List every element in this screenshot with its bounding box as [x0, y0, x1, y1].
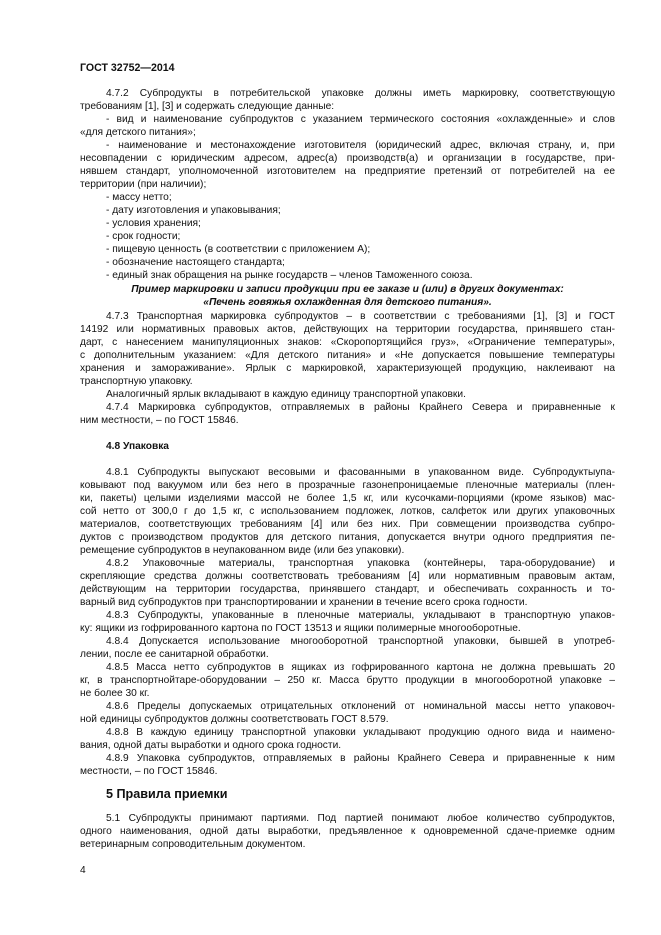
text-line: ковывают под вакуумом или без него в прозрачные газонепроницаемые пленочные материалы (плен-	[80, 480, 615, 491]
text-line: 4.8.8 В каждую единицу транспортной упаковки укладывают продукцию одного вида и наимено-	[106, 727, 615, 738]
text-line: - вид и наименование субпродуктов с указанием термического состояния «охлажденные» и слов	[106, 114, 615, 125]
text-line: 4.8.3 Субпродукты, упакованные в пленочные материалы, укладывают в транспортную упаков-	[106, 610, 615, 621]
text-line: дуктов с производством продуктов для детского питания, допускается внутри одного предприятия пе-	[80, 532, 615, 543]
text-line: 4.8.4 Допускается использование многооборотной транспортной упаковки, бывшей в употреб-	[106, 636, 615, 647]
text-line: варный вид субпродуктов при транспортировании и хранении в течение всего срока годности.	[80, 597, 528, 608]
text-line: - наименование и местонахождение изготовителя (юридический адрес, включая страну, и, при	[106, 140, 615, 151]
text-line: требованиям [1], [3] и содержать следующие данные:	[80, 101, 335, 112]
text-line: 4.8.5 Масса нетто субпродуктов в ящиках из гофрированного картона не должна превышать 20	[106, 662, 615, 673]
text-line: дарт, с нанесением манипуляционных знаков: «Скоропортящийся груз», «Ограничение температуры»,	[80, 337, 615, 348]
text-line: - условия хранения;	[106, 218, 201, 229]
text-line: 4.8.9 Упаковка субпродуктов, отправляемых в районы Крайнего Севера и приравненные к ним	[106, 753, 615, 764]
text-line: скрепляющие средства должны соответствовать требованиям [4] или нормативным правовым актам,	[80, 571, 615, 582]
text-line: лении, после ее санитарной обработки.	[80, 649, 269, 660]
example-line: «Печень говяжья охлажденная для детского питания».	[203, 297, 492, 308]
text-line: 4.7.4 Маркировка субпродуктов, отправляемых в районы Крайнего Севера и приравненные к	[106, 402, 615, 413]
text-line: материалов, соответствующих требованиям [4] или без них. При совмещении производства субпро-	[80, 519, 615, 530]
text-line: 4.7.2 Субпродукты в потребительской упаковке должны иметь маркировку, соответствующую	[106, 88, 615, 99]
text-line: с дополнительным указанием: «Для детского питания» и «Не допускается повышение температуры	[80, 350, 615, 361]
text-line: транспортную упаковку.	[80, 376, 193, 387]
example-line: Пример маркировки и записи продукции при ее заказе и (или) в других документах:	[131, 284, 564, 295]
text-line: 4.8.1 Субпродукты выпускают весовыми и фасованными в упакованном виде. Субпродуктыупа-	[106, 467, 615, 478]
text-line: 4.8.6 Пределы допускаемых отрицательных отклонений от номинальной массы нетто упаковоч-	[106, 701, 615, 712]
text-line: хранения и замораживание». Ярлык с маркировкой, характеризующей продукцию, наклеивают на	[80, 363, 615, 374]
text-line: - обозначение настоящего стандарта;	[106, 257, 285, 268]
text-line: одного наименования, одной даты выработки, предъявленное к одновременной сдаче-приемке одним	[80, 826, 615, 837]
text-line: ветеринарным сопроводительным документом.	[80, 839, 306, 850]
text-line: 14192 или нормативных правовых актов, действующих на территории государства, принявшего стан-	[80, 324, 615, 335]
text-line: вания, одной даты выработки и одного срока годности.	[80, 740, 342, 751]
text-line: Аналогичный ярлык вкладывают в каждую единицу транспортной упаковки.	[106, 389, 466, 400]
subsection-title: 4.8 Упаковка	[106, 441, 169, 452]
text-line: местности, – по ГОСТ 15846.	[80, 766, 218, 777]
text-line: ку: ящики из гофрированного картона по ГОСТ 13513 и ящики полимерные многооборотные.	[80, 623, 521, 634]
text-line: 4.8.2 Упаковочные материалы, транспортная упаковка (контейнеры, тара-оборудование) и	[106, 558, 615, 569]
text-line: ки, пакеты) целыми изделиями массой не более 1,5 кг, или кусочками-порциями (кроме языков) мас-	[80, 493, 615, 504]
text-line: действующим на территории государства, принявшего стандарт, и обеспечивать сохранность и то-	[80, 584, 615, 595]
text-line: - пищевую ценность (в соответствии с приложением А);	[106, 244, 371, 255]
text-line: - дату изготовления и упаковывания;	[106, 205, 281, 216]
text-line: не более 30 кг.	[80, 688, 150, 699]
section-title: 5 Правила приемки	[106, 787, 228, 801]
text-line: ной единицы субпродуктов должны соответствовать ГОСТ 8.579.	[80, 714, 389, 725]
text-line: - срок годности;	[106, 231, 181, 242]
text-line: несовпадении с юридическим адресом, адрес(а) производств(а) и организации в государстве, при-	[80, 153, 615, 164]
page-number: 4	[80, 865, 86, 876]
text-line: кг, в транспортнойтаре-оборудовании – 250 кг. Масса брутто продукции в многооборотной упаковке –	[80, 675, 615, 686]
text-line: ним местности, – по ГОСТ 15846.	[80, 415, 239, 426]
text-line: 4.7.3 Транспортная маркировка субпродуктов – в соответствии с требованиями [1], [3] и ГОСТ	[106, 311, 615, 322]
text-line: сой нетто от 300,0 г до 1,5 кг, с использованием подложек, лотков, салфеток или других упаковочных	[80, 506, 615, 517]
text-line: нявшем стандарт, уполномоченной изготовителем на предприятие претензий от потребителей на ее	[80, 166, 615, 177]
document-header: ГОСТ 32752—2014	[80, 62, 175, 74]
text-line: «для детского питания»;	[80, 127, 196, 138]
text-line: - массу нетто;	[106, 192, 172, 203]
text-line: - единый знак обращения на рынке государств – членов Таможенного союза.	[106, 270, 473, 281]
text-line: территории (при наличии);	[80, 179, 207, 190]
text-line: ремещение субпродуктов в неупакованном виде (или без упаковки).	[80, 545, 405, 556]
text-line: 5.1 Субпродукты принимают партиями. Под партией понимают любое количество субпродуктов,	[106, 813, 615, 824]
